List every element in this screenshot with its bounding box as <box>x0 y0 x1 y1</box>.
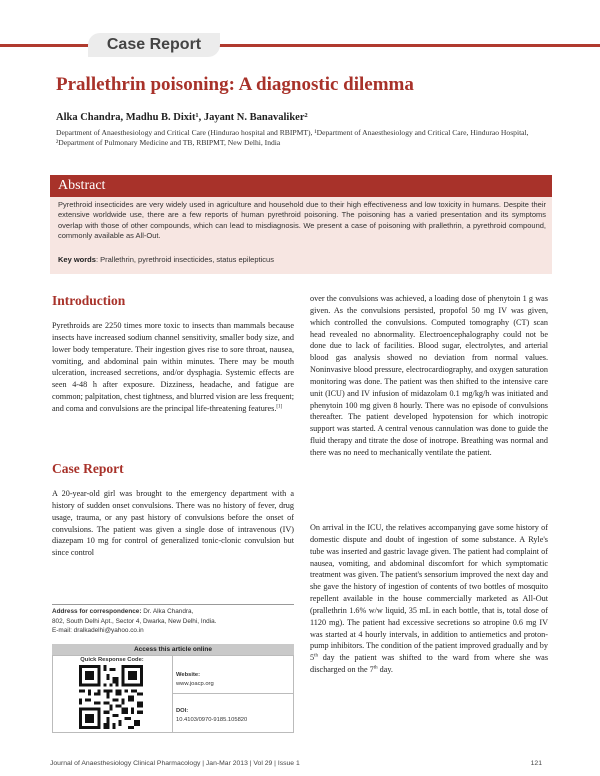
keywords-label: Key words <box>58 255 96 264</box>
abstract-text: Pyrethroid insecticides are very widely used in agriculture and household due to their high effectiveness and low toxicity in humans. Despite their extensive worldwide use, there are a few reports of human pyrethroid poisoning. The poisoning has a varied presentation and its symptoms overlap with those of other compounds, which can lead to misdiagnosis. We present a case of poisoning with prallethrin, a pyrethroid compound, commonly available as All-Out. <box>58 200 546 241</box>
intro-heading: Introduction <box>52 293 126 308</box>
case-p3-sup1: th <box>314 653 318 659</box>
case-p3-sup2: th <box>373 665 378 671</box>
correspondence-email[interactable]: E-mail: dralkadelhi@yahoo.co.in <box>52 627 144 634</box>
qr-label: Quick Response Code: <box>80 657 144 663</box>
qr-code-icon[interactable] <box>79 665 143 729</box>
case-paragraph-1 <box>52 488 294 559</box>
case-p2: over the convulsions was achieved, a loading dose of phenytoin 1 g was given. As the convulsions persisted, propofol 50 mg IV was given, which controlled the convulsions. Computed tomography (CT) scan head revealed no abnormality. Electroencephalography could not be done due to lack of facilities. Blood sugar, electrolytes, and arterial blood gas analysis showed no deviation from normal values. Noninvasive blood pressure, electrocardiography, and oxygen saturation monitoring was done. The patient was then shifted to the intensive care unit (ICU) and IV infusion of midazolam 0.1 mg/kg/h was initiated and phenytoin 100 mg given 8 hourly. There was no episode of convulsions thereafter. The patient developed hypotension for which inotropic support was started. A central venous cannulation was done to guide the fluid therapy and titrate the dose of inotrope. Breathing was normal and there was no need to mechanically ventilate the patient. <box>310 294 548 457</box>
correspondence-rule <box>52 604 294 605</box>
case-p3: On arrival in the ICU, the relatives accompanying gave some history of domestic dispute and doubt of ingestion of some substance. A Ryle's tube was inserted and gastric lavage given. The patient had complaint of nausea, vomiting, and abdominal discomfort for which symptomatic treatment was given. The patient's sensorium improved the next day and she gave the history of ingestion of contents of two bottles of mosquito repellent available in the house commercially marketed as All-Out (prallethrin 1.6% w/w liquid, 35 mL in each bottle, that is, total dose of 1120 mg). The patient had excessive secretions so atropine 0.6 mg IV was started at 4 hourly intervals, in addition to antiemetics and proton-pump inhibitors. The condition of the patient improved gradually and by 5 <box>310 523 548 663</box>
access-heading: Access this article online <box>52 644 294 655</box>
case-p3-mid: day the patient was shifted to the ward from where she was discharged on the 7 <box>310 653 548 675</box>
article-title: Prallethrin poisoning: A diagnostic dilemma <box>56 74 414 95</box>
section-tab <box>88 33 220 57</box>
correspondence-block <box>52 607 294 636</box>
keywords-list: : Prallethrin, pyrethroid insecticides, status epilepticus <box>95 255 274 264</box>
website-link[interactable]: www.joacp.org <box>176 681 214 687</box>
doi-label: DOI: <box>176 708 189 714</box>
case-p3-end: day. <box>377 665 393 675</box>
correspondence-label: Address for correspondence: <box>52 608 142 615</box>
access-divider-vertical <box>172 655 173 733</box>
case-p1: A 20-year-old girl was brought to the emergency department with a history of sudden onset convulsions. There was no history of fever, drug usage, trauma, or any past history of convulsions before the onset of convulsions. The patient was given a single dose of intravenous (IV) diazepam 10 mg for control of generalized tonic-clonic convulsion but since control <box>52 489 294 558</box>
abstract-heading: Abstract <box>58 178 106 193</box>
intro-body: Pyrethroids are 2250 times more toxic to insects than mammals because insects have increased sodium channel sensitivity, smaller body size, and lower body temperature. Their ingestion gives rise to sore throat, nausea, vomiting, and abdominal pain within minutes. There may be mouth ulceration, increased secretions, and/or dysphagia. Systemic effects are seen 4-48 h after exposure. Dizziness, headache, and fatigue are common; palpitation, chest tightness, and blurred vision are less frequent; and coma and convulsions are the principal life-threatening features. <box>52 321 294 413</box>
correspondence-address: 802, South Delhi Apt., Sector 4, Dwarka, New Delhi, India. <box>52 617 217 625</box>
page-footer <box>50 760 542 767</box>
case-paragraph-2 <box>310 293 548 459</box>
abstract-header <box>50 175 552 197</box>
footer-journal: Journal of Anaesthesiology Clinical Pharmacology | Jan-Mar 2013 | Vol 29 | Issue 1 <box>50 760 300 767</box>
case-heading: Case Report <box>52 461 124 476</box>
intro-ref: [1] <box>276 404 283 410</box>
website-label: Website: <box>176 672 201 678</box>
intro-text <box>52 320 294 415</box>
keywords <box>58 255 546 264</box>
access-divider-horizontal <box>172 693 294 694</box>
page-number: 121 <box>530 760 542 767</box>
doi-value: 10.4103/0970-9185.105820 <box>176 717 248 723</box>
author-list: Alka Chandra, Madhu B. Dixit¹, Jayant N. Banavaliker² <box>56 112 308 123</box>
case-paragraph-3 <box>310 522 548 676</box>
correspondence-name: Dr. Alka Chandra, <box>141 608 194 615</box>
section-tab-label: Case Report <box>106 36 202 53</box>
affiliations: Department of Anaesthesiology and Critical Care (Hindurao hospital and RBIPMT), ¹Department of Anaesthesiology and Critical Care, Hindurao Hospital, ²Department of Pulmonary Medicine and TB, RBIPMT, New Delhi, India <box>56 128 529 147</box>
